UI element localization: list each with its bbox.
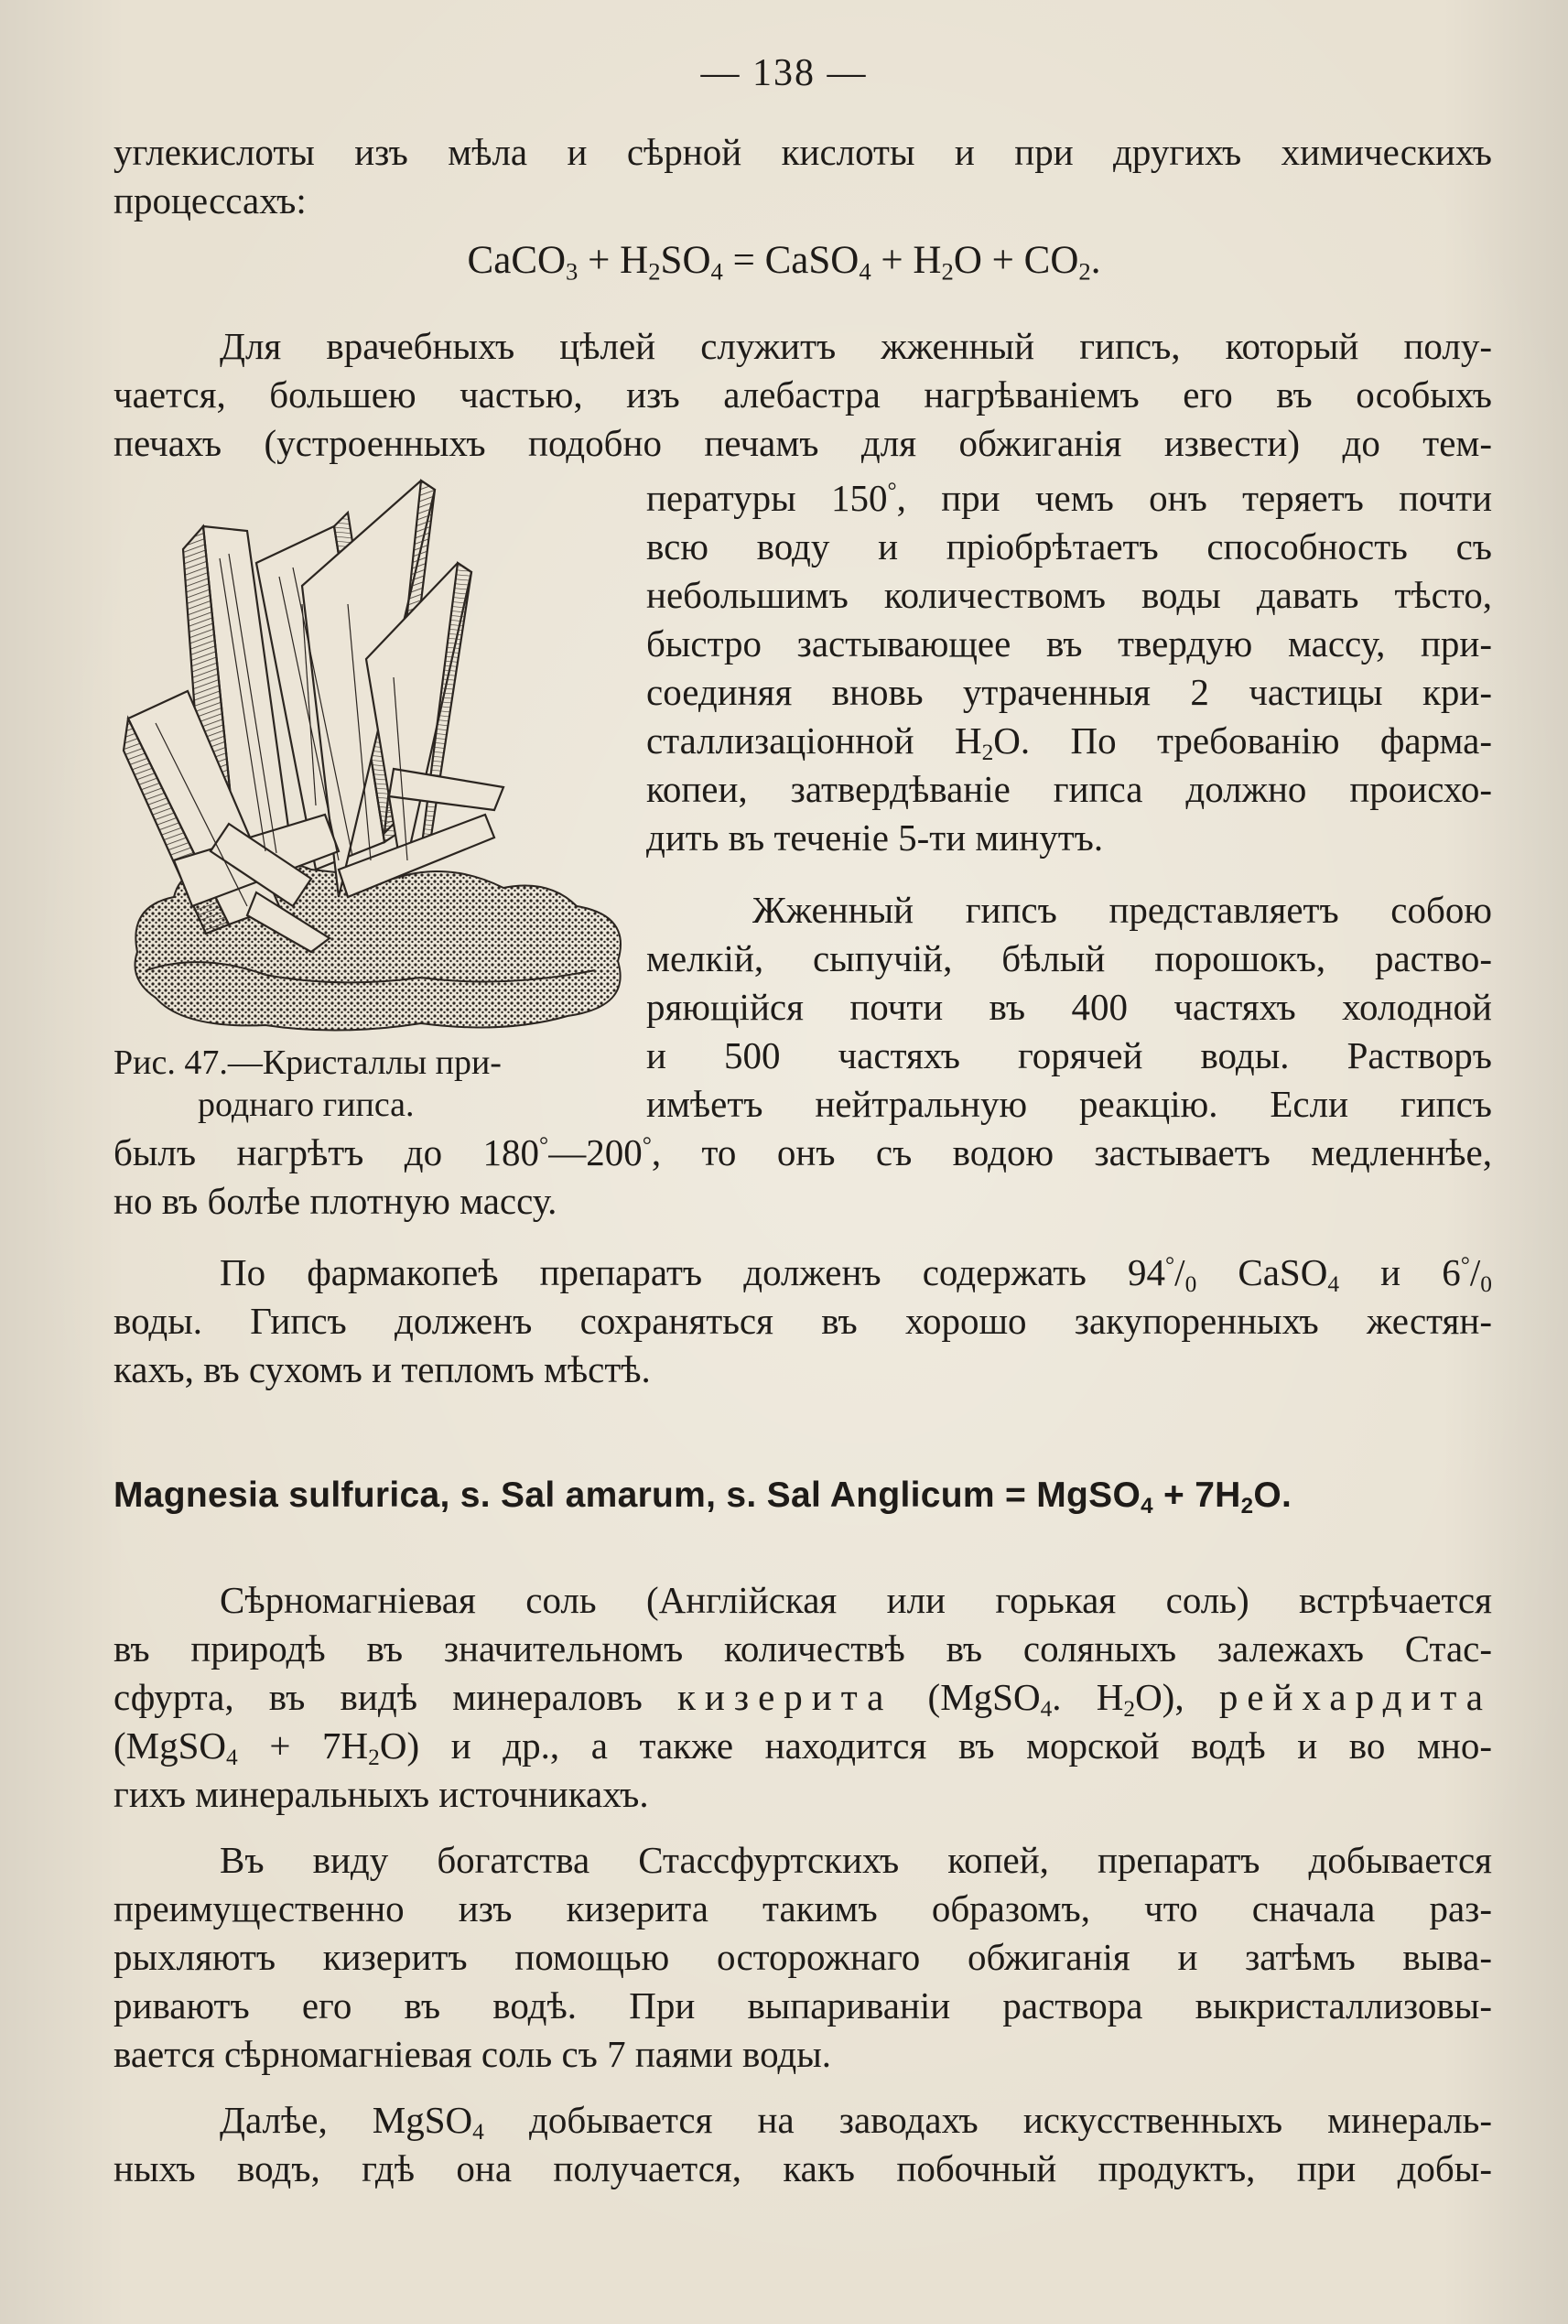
text-line: соединяя вновь утраченныя 2 частицы кри- [646, 671, 1492, 713]
text-line: преимущественно изъ кизерита такимъ образомъ, что сначала раз- [114, 1887, 1492, 1929]
text-line: копеи, затвердѣваніе гипса должно происхо- [646, 768, 1492, 810]
text-line: гихъ минеральныхъ источникахъ. [114, 1773, 649, 1815]
section-heading: Magnesia sulfurica, s. Sal amarum, s. Sal Anglicum = MgSO$_4$ + $7H_2O$. [114, 1475, 1292, 1519]
text-line: кахъ, въ сухомъ и тепломъ мѣстѣ. [114, 1348, 651, 1390]
text-line: риваютъ его въ водѣ. При выпариваніи раствора выкристаллизовы- [114, 1984, 1492, 2027]
text-line: небольшимъ количествомъ воды давать тѣсто, [646, 574, 1492, 616]
figure-caption [114, 1042, 626, 1126]
text-line: пературы 150°, при чемъ онъ теряетъ почти [646, 477, 1493, 519]
text-line: всю воду и пріобрѣтаетъ способность съ [646, 525, 1492, 567]
text-line: въ природѣ въ значительномъ количествѣ въ соляныхъ залежахъ Стас- [114, 1627, 1492, 1670]
paragraph-plaster [114, 322, 1492, 468]
text-line: былъ нагрѣтъ до 180°—200°, то онъ съ водою застываетъ медленнѣе, [114, 1131, 1493, 1173]
text-line: (MgSO$_4$ + $7H_2O$) и др., а также находится въ морской водѣ и во мно- [114, 1724, 1492, 1771]
text-line: печахъ (устроенныхъ подобно печамъ для обжиганія извести) до тем- [114, 422, 1492, 464]
text-line: чается, большею частью, изъ алебастра нагрѣваніемъ его въ особыхъ [114, 373, 1492, 416]
text-line: вается сѣрномагніевая соль съ 7 паями воды. [114, 2033, 832, 2075]
text-line: и 500 частяхъ горячей воды. Растворъ [646, 1034, 1492, 1076]
text-line: Для врачебныхъ цѣлей служитъ жженный гипсъ, который полу- [220, 325, 1492, 367]
paragraph-mineral-waters [114, 2096, 1492, 2193]
text-line: ныхъ водъ, гдѣ она получается, какъ побочный продуктъ, при добы- [114, 2147, 1492, 2189]
text-line: Сѣрномагніевая соль (Англійская или горькая соль) встрѣчается [220, 1579, 1492, 1621]
text-line: воды. Гипсъ долженъ сохраняться въ хорошо закупоренныхъ жестян- [114, 1300, 1492, 1342]
paragraph-magnesium-occurrence [114, 1576, 1492, 1819]
caption-line: роднаго гипса. [198, 1086, 415, 1124]
paragraph-pharmacopoeia [114, 1248, 1492, 1394]
paragraph-properties-wrap [646, 886, 1492, 1129]
text-line: Въ виду богатства Стассфуртскихъ копей, препаратъ добывается [220, 1839, 1492, 1881]
paragraph-kieserite [114, 1836, 1492, 2079]
text-line: углекислоты изъ мѣла и сѣрной кислоты и при другихъ химическихъ [114, 131, 1492, 173]
text-line: Жженный гипсъ представляетъ собою [752, 889, 1492, 931]
caption-line: Рис. 47.—Кристаллы при- [114, 1043, 502, 1082]
text-line: дить въ теченіе 5-ти минутъ. [646, 816, 1104, 859]
page-number: — 138 — [700, 52, 868, 94]
text-line: ряющійся почти въ 400 частяхъ холодной [646, 986, 1492, 1028]
paragraph-properties [114, 1129, 1492, 1226]
text-line: быстро застывающее въ твердую массу, при- [646, 622, 1492, 665]
text-line: По фармакопеѣ препаратъ долженъ содержать $94^\circ/_0$ CaSO$_4$ и $6^\circ/_0$ [220, 1251, 1492, 1298]
text-line: процессахъ: [114, 179, 307, 222]
paragraph-intro [114, 128, 1492, 225]
text-line: но въ болѣе плотную массу. [114, 1180, 557, 1222]
text-line: сталлизаціонной $H_2O$. По требованію фарма- [646, 719, 1492, 766]
text-line: рыхляютъ кизеритъ помощью осторожнаго обжиганія и затѣмъ выва- [114, 1936, 1492, 1978]
text-line: имѣетъ нейтральную реакцію. Если гипсъ [646, 1083, 1492, 1125]
text-line: мелкій, сыпучій, бѣлый порошокъ, раство- [646, 937, 1492, 979]
chemical-equation: CaCO$_3$ + $H_2SO_4$ = CaSO$_4$ + $H_2O + CO_2$. [467, 239, 1101, 286]
text-line: Далѣе, MgSO$_4$ добывается на заводахъ искусственныхъ минераль- [220, 2099, 1493, 2146]
gypsum-crystals-illustration [119, 476, 641, 1043]
paragraph-plaster-wrap [646, 474, 1492, 862]
text-line: сфурта, въ видѣ минераловъ кизерита (MgSO$_4$. $H_2O$), рейхардита [114, 1676, 1493, 1723]
